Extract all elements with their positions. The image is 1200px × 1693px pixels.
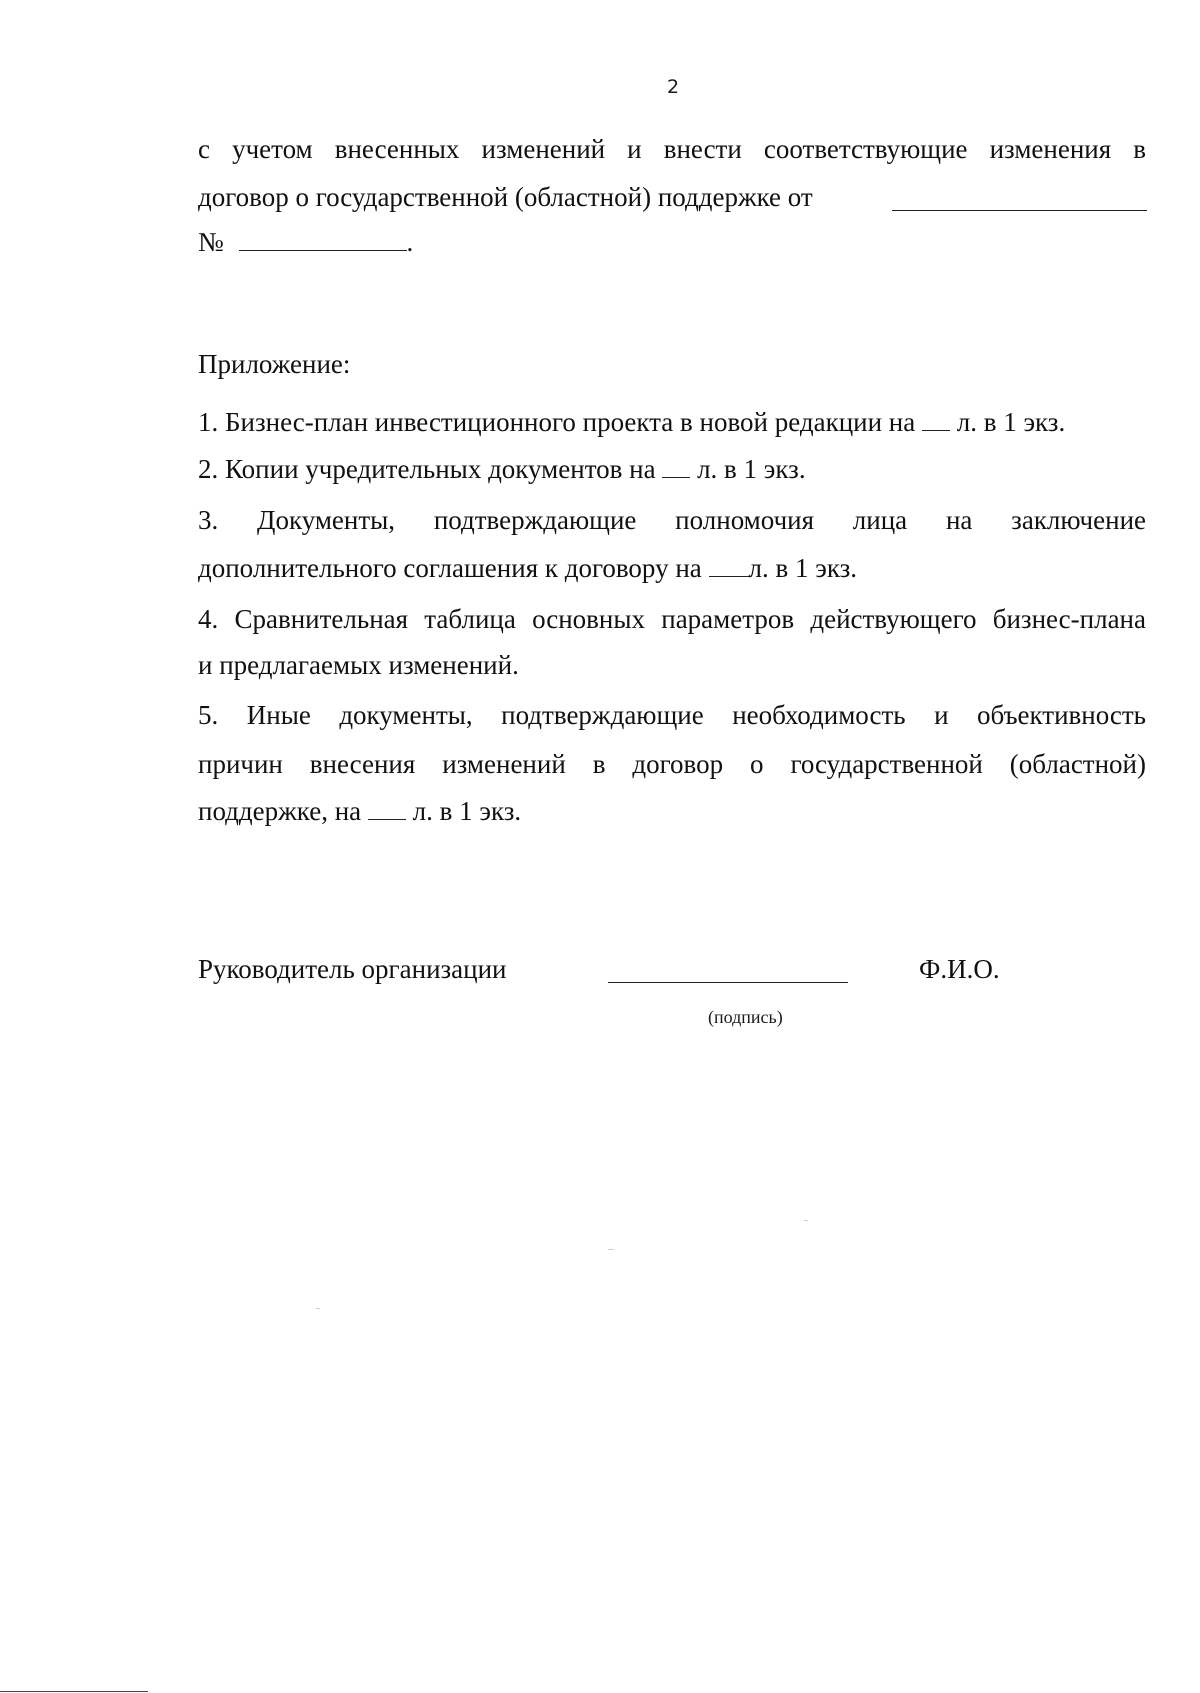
attachment-item-3-text: дополнительного соглашения к договору на bbox=[198, 553, 702, 583]
scan-speck bbox=[804, 1220, 808, 1221]
date-blank-field bbox=[892, 210, 1147, 211]
number-sign: № bbox=[198, 227, 224, 257]
attachment-item-2-tail: л. в 1 экз. bbox=[697, 454, 806, 484]
scan-speck bbox=[608, 1249, 614, 1250]
bottom-edge-rule bbox=[0, 1691, 148, 1692]
signature-name-placeholder: Ф.И.О. bbox=[919, 954, 1000, 984]
attachment-item-5-blank bbox=[368, 797, 406, 820]
attachment-item-4-line-1: 4. Сравнительная таблица основных параметров действующего бизнес-плана bbox=[198, 604, 1146, 634]
attachment-item-1-text: 1. Бизнес-план инвестиционного проекта в новой редакции на bbox=[198, 407, 916, 437]
attachment-item-2-text: 2. Копии учредительных документов на bbox=[198, 454, 656, 484]
attachment-item-4-line-2: и предлагаемых изменений. bbox=[198, 650, 519, 680]
attachment-item-5-line-2: причин внесения изменений в договор о государственной (областной) bbox=[198, 749, 1146, 779]
attachments-heading: Приложение: bbox=[198, 349, 351, 379]
body-line-3 bbox=[198, 226, 413, 258]
number-blank-field bbox=[239, 228, 407, 251]
signature-line bbox=[608, 982, 848, 983]
body-line-1: с учетом внесенных изменений и внести соответствующие изменения в bbox=[198, 134, 1146, 164]
scan-speck bbox=[316, 1308, 320, 1309]
attachment-item-1-blank bbox=[922, 408, 950, 431]
page-number: 2 bbox=[666, 76, 680, 98]
body-line-2: договор о государственной (областной) поддержке от bbox=[198, 182, 813, 212]
attachment-item-3-tail: л. в 1 экз. bbox=[748, 553, 858, 583]
attachment-item-5-tail: л. в 1 экз. bbox=[412, 796, 522, 826]
attachment-item-1 bbox=[198, 406, 1065, 438]
attachment-item-3-blank bbox=[709, 554, 749, 577]
attachment-item-2 bbox=[198, 453, 806, 485]
attachment-item-3-line-2 bbox=[198, 552, 857, 584]
signature-caption: (подпись) bbox=[708, 1007, 783, 1027]
attachment-item-1-tail: л. в 1 экз. bbox=[956, 407, 1066, 437]
signature-role: Руководитель организации bbox=[198, 954, 507, 984]
attachment-item-2-blank bbox=[662, 455, 690, 478]
attachment-item-5-text: поддержке, на bbox=[198, 796, 362, 826]
attachment-item-5-line-1: 5. Иные документы, подтверждающие необходимость и объективность bbox=[198, 700, 1146, 730]
attachment-item-3-line-1: 3. Документы, подтверждающие полномочия лица на заключение bbox=[198, 505, 1146, 535]
line3-period: . bbox=[406, 227, 414, 257]
attachment-item-5-line-3 bbox=[198, 795, 521, 827]
